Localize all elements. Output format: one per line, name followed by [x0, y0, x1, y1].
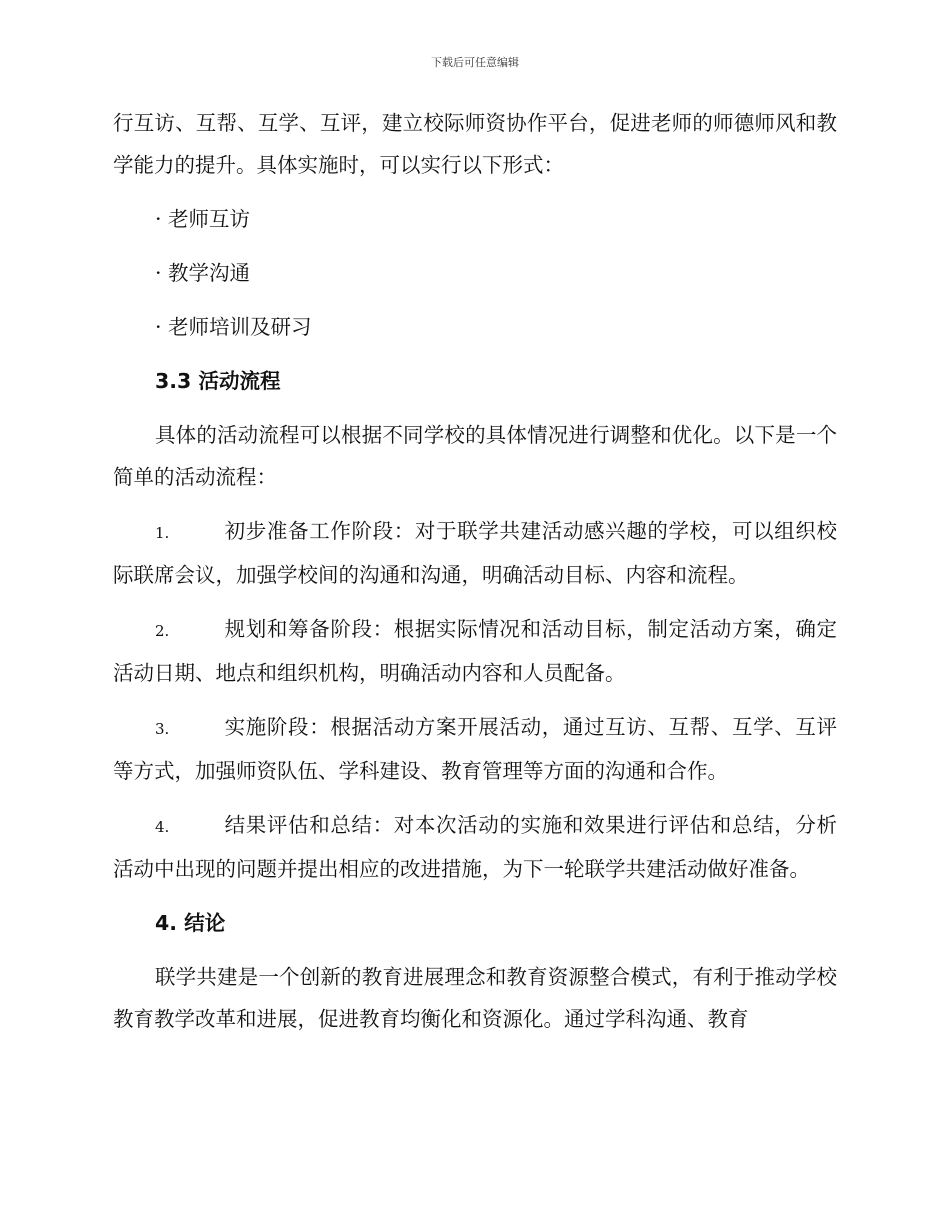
step-number: 1.	[155, 524, 170, 542]
bullet-item-teacher-visits: · 老师互访	[155, 207, 251, 231]
step-text: 实施阶段：根据活动方案开展活动，通过互访、互帮、互学、互评等方式，加强师资队伍、学科建设、教育管理等方面的沟通和合作。	[113, 715, 837, 783]
activity-flow-paragraph: 具体的活动流程可以根据不同学校的具体情况进行调整和优化。以下是一个简单的活动流程：	[113, 423, 837, 489]
step-item-3	[113, 706, 837, 792]
conclusion-paragraph: 联学共建是一个创新的教育进展理念和教育资源整合模式，有利于推动学校教育教学改革和进展，促进教育均衡化和资源化。通过学科沟通、教育	[113, 965, 837, 1031]
step-item-4	[113, 804, 837, 890]
bullet-item-teaching-communication: · 教学沟通	[155, 261, 251, 285]
step-text: 初步准备工作阶段：对于联学共建活动感兴趣的学校，可以组织校际联席会议，加强学校间的沟通和沟通，明确活动目标、内容和流程。	[113, 519, 837, 587]
bullet-item-teacher-training: · 老师培训及研习	[155, 315, 312, 339]
document-body	[113, 102, 837, 1052]
section-heading-activity-flow: 3.3 活动流程	[155, 369, 281, 393]
step-text: 结果评估和总结：对本次活动的实施和效果进行评估和总结，分析活动中出现的问题并提出相应的改进措施，为下一轮联学共建活动做好准备。	[113, 813, 837, 881]
step-number: 4.	[155, 818, 170, 836]
step-item-2	[113, 608, 837, 694]
step-text: 规划和筹备阶段：根据实际情况和活动目标，制定活动方案，确定活动日期、地点和组织机构，明确活动内容和人员配备。	[113, 617, 837, 685]
step-number: 3.	[155, 720, 170, 738]
intro-paragraph: 行互访、互帮、互学、互评，建立校际师资协作平台，促进老师的师德师风和教学能力的提升。具体实施时，可以实行以下形式：	[113, 111, 837, 177]
step-number: 2.	[155, 622, 170, 640]
page-header: 下载后可任意编辑	[431, 56, 519, 69]
section-heading-conclusion: 4. 结论	[155, 911, 226, 935]
step-item-1	[113, 510, 837, 596]
